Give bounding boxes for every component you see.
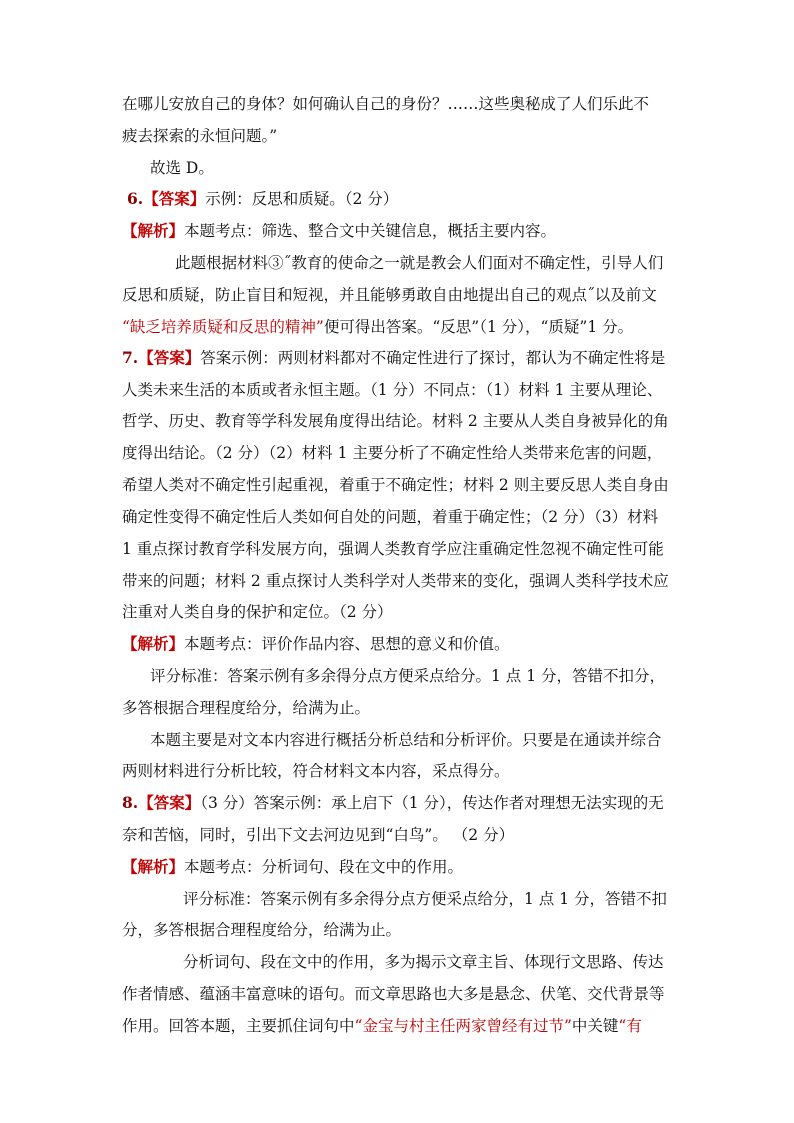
q7-explanation-text: 本题考点：评价作品内容、思想的意义和价值。 — [184, 635, 510, 653]
q6-answer-label: 【答案】 — [143, 189, 206, 208]
q6-para-line-3-rest: 便可得出答案。“反思”（1 分），“质疑”1 分。 — [323, 318, 634, 336]
q7-analysis-line-1: 本题主要是对文本内容进行概括分析总结和分析评价。只要是在通读并综合 — [150, 731, 662, 749]
q6-number: 6. — [127, 189, 144, 208]
q8-quote: “金宝与村主任两家曾经有过节” — [354, 1017, 572, 1035]
intro-line-2: 疲去探索的永恒问题。” — [122, 127, 278, 145]
q7-answer-line-9: 注重对人类自身的保护和定位。（2 分） — [122, 603, 393, 621]
q8-analysis-line-3 — [122, 1016, 642, 1036]
q6-quote: “缺乏培养质疑和反思的精神” — [122, 318, 324, 336]
q6-explanation — [122, 221, 556, 241]
q7-answer-line-5: 希望人类对不确定性引起重视，着重于不确定性；材料 2 则主要反思人类自身由 — [122, 476, 669, 494]
q7-answer-line-6: 确定性变得不确定性后人类如何自处的问题，着重于确定性；（2 分）（3）材料 — [122, 508, 659, 526]
q8-answer-line-2: 奈和苦恼，同时，引出下文去河边见到“白鸟”。 （2 分） — [122, 826, 515, 844]
q7-answer-label: 【答案】 — [138, 348, 201, 367]
q6-para-line-1: 此题根据材料③˝教育的使命之一就是教会人们面对不确定性，引导人们 — [175, 254, 664, 272]
q7-answer-line-8: 带来的问题；材料 2 重点探讨人类科学对人类带来的变化，强调人类科学技术应 — [122, 572, 669, 590]
q8-quote-end: “有 — [618, 1017, 642, 1035]
q6-para-line-2: 反思和质疑，防止盲目和短视，并且能够勇敢自由地提出自己的观点˝以及前文 — [122, 286, 657, 304]
q8-explanation — [122, 857, 463, 877]
q8-analysis-line-3-mid: 中关键 — [571, 1017, 619, 1035]
q7-answer-line-1: 答案示例：两则材料都对不确定性进行了探讨，都认为不确定性将是 — [200, 349, 666, 367]
q7-explanation — [122, 634, 510, 654]
q8-analysis-line-2: 作者情感、蕴涵丰富意味的语句。而文章思路也大多是悬念、伏笔、交代背景等 — [122, 985, 665, 1003]
q8-answer-line-1: （3 分）答案示例：承上启下（1 分），传达作者对理想无法实现的无 — [200, 794, 664, 812]
q8-explanation-label: 【解析】 — [122, 857, 185, 876]
q7-scoring-line-1: 评分标准：答案示例有多余得分点方便采点给分。1 点 1 分，答错不扣分， — [150, 667, 666, 685]
q8-scoring-line-2: 分，多答根据合理程度给分，给满为止。 — [122, 921, 402, 939]
q8-number: 8. — [122, 793, 139, 812]
q7-number: 7. — [122, 348, 139, 367]
intro-line-1: 在哪儿安放自己的身体？如何确认自己的身份？……这些奥秘成了人们乐此不 — [122, 95, 650, 113]
q6-answer-text: 示例：反思和质疑。（2 分） — [205, 190, 399, 208]
q6-para-line-3 — [122, 317, 633, 337]
q8-explanation-text: 本题考点：分析词句、段在文中的作用。 — [184, 858, 464, 876]
q7-answer-line-2: 人类未来生活的本质或者永恒主题。（1 分）不同点：（1）材料 1 主要从理论、 — [122, 381, 663, 399]
q7-scoring-line-2: 多答根据合理程度给分，给满为止。 — [122, 699, 371, 717]
q7-explanation-label: 【解析】 — [122, 634, 185, 653]
intro-line-3: 故选 D。 — [150, 159, 214, 177]
q7-answer-line-3: 哲学、历史、教育等学科发展角度得出结论。材料 2 主要从人类自身被异化的角 — [122, 412, 669, 430]
q7-answer — [122, 348, 665, 368]
q8-answer — [122, 793, 664, 813]
q7-answer-line-4: 度得出结论。（2 分）（2）材料 1 主要分析了不确定性给人类带来危害的问题， — [122, 444, 663, 462]
q6-answer — [127, 189, 398, 209]
q7-answer-line-7: 1 重点探讨教育学科发展方向，强调人类教育学应注重确定性忽视不确定性可能 — [122, 540, 664, 558]
q6-explanation-text: 本题考点：筛选、整合文中关键信息，概括主要内容。 — [184, 222, 557, 240]
q8-answer-label: 【答案】 — [138, 793, 201, 812]
q8-scoring-line-1: 评分标准：答案示例有多余得分点方便采点给分，1 点 1 分，答错不扣 — [183, 890, 668, 908]
q6-explanation-label: 【解析】 — [122, 221, 185, 240]
q8-analysis-line-1: 分析词句、段在文中的作用，多为揭示文章主旨、体现行文思路、传达 — [183, 953, 664, 971]
q7-analysis-line-2: 两则材料进行分析比较，符合材料文本内容，采点得分。 — [122, 762, 510, 780]
q8-analysis-line-3-pre: 作用。回答本题，主要抓住词句中 — [122, 1017, 355, 1035]
